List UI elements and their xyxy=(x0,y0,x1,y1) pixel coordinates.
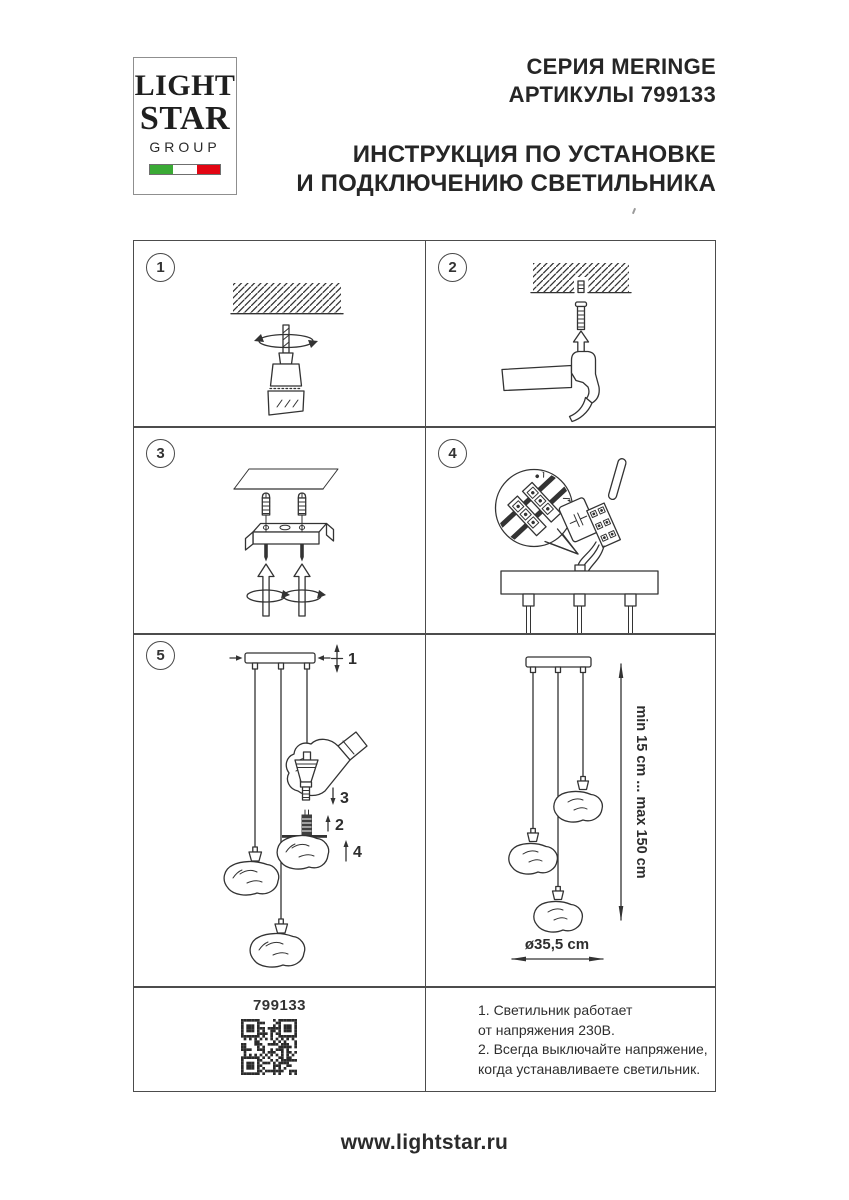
turn-arrow-icon xyxy=(247,564,290,616)
hammer-icon xyxy=(502,352,599,422)
header xyxy=(296,53,716,198)
flag-green-band xyxy=(150,165,173,174)
step-number-1: 1 xyxy=(146,253,175,282)
article-number: 799133 xyxy=(252,997,307,1014)
instruction-title xyxy=(296,140,716,198)
canopy-icon xyxy=(245,653,315,669)
step-number-3: 3 xyxy=(146,439,175,468)
logo-text-star: STAR xyxy=(139,100,231,137)
label-socket: 3 xyxy=(340,790,349,807)
pendant-icon xyxy=(534,887,583,933)
diameter-label: ø35,5 cm xyxy=(524,936,590,953)
diameter-dimension-arrow xyxy=(511,957,604,962)
label-socket-arrow xyxy=(331,788,336,805)
series-title: СЕРИЯ MERINGE xyxy=(526,54,716,79)
pendant-icon xyxy=(509,829,558,875)
step1-drill-diagram xyxy=(134,241,424,426)
step-number-2: 2 xyxy=(438,253,467,282)
mounting-bracket-icon xyxy=(246,523,334,561)
drill-icon xyxy=(254,325,318,415)
note-line: 1. Светильник работает xyxy=(478,1002,633,1018)
note-line: от напряжения 230В. xyxy=(478,1021,615,1038)
canopy-icon xyxy=(501,565,658,633)
step2-dowel-diagram xyxy=(426,241,715,426)
instruction-title-line1: ИНСТРУКЦИЯ ПО УСТАНОВКЕ xyxy=(352,141,716,168)
bulb-icon xyxy=(302,810,312,838)
label-bulb: 2 xyxy=(335,817,344,834)
screw-icon xyxy=(262,493,269,524)
dowel-icon xyxy=(576,302,587,330)
instruction-title-line2: И ПОДКЛЮЧЕНИЮ СВЕТИЛЬНИКА xyxy=(296,170,716,197)
logo-text-light: LIGHT xyxy=(134,69,236,102)
step3-bracket-diagram xyxy=(134,428,424,633)
height-dimension-arrow xyxy=(619,663,624,921)
pendant-icon xyxy=(250,919,305,967)
flag-red-band xyxy=(197,165,220,174)
step-number-5: 5 xyxy=(146,641,175,670)
pendant-icon xyxy=(224,847,279,895)
ceiling-hatch xyxy=(234,469,338,489)
qr-code xyxy=(241,1019,297,1075)
note-line: 2. Всегда выключайте напряжение, xyxy=(478,1041,708,1057)
height-adjust-icon xyxy=(332,644,343,673)
logo-text-group: GROUP xyxy=(149,139,221,155)
label-shade-arrow xyxy=(344,840,349,861)
row-divider-3 xyxy=(134,986,715,988)
pendant-icon xyxy=(554,777,603,823)
step4-wiring-diagram xyxy=(426,428,715,633)
ceiling-hatch xyxy=(531,263,631,293)
shade-icon xyxy=(277,835,329,869)
turn-arrow-icon xyxy=(283,564,326,616)
note-line: когда устанавливаете светильник. xyxy=(478,1060,701,1077)
article-title: АРТИКУЛЫ 799133 xyxy=(508,82,716,107)
supply-cable-icon xyxy=(608,457,627,500)
italian-flag-icon xyxy=(149,164,221,175)
safety-notes xyxy=(478,1001,713,1079)
steps-table xyxy=(133,240,716,1092)
screw-icon xyxy=(298,493,305,524)
canopy-icon xyxy=(526,657,591,673)
website-url: www.lightstar.ru xyxy=(340,1131,509,1154)
flag-white-band xyxy=(173,165,196,174)
step-number-4: 4 xyxy=(438,439,467,468)
height-range-label: min 15 cm ... max 150 cm xyxy=(633,705,649,879)
label-canopy: 1 xyxy=(348,651,357,668)
label-shade: 4 xyxy=(353,844,362,861)
lightstar-logo xyxy=(133,57,237,195)
ceiling-hatch xyxy=(231,283,343,314)
scan-artifact xyxy=(632,208,636,214)
step5-assembly-diagram xyxy=(134,633,424,985)
label-bulb-arrow xyxy=(326,815,331,831)
pendant-dimensions-diagram xyxy=(426,633,715,985)
